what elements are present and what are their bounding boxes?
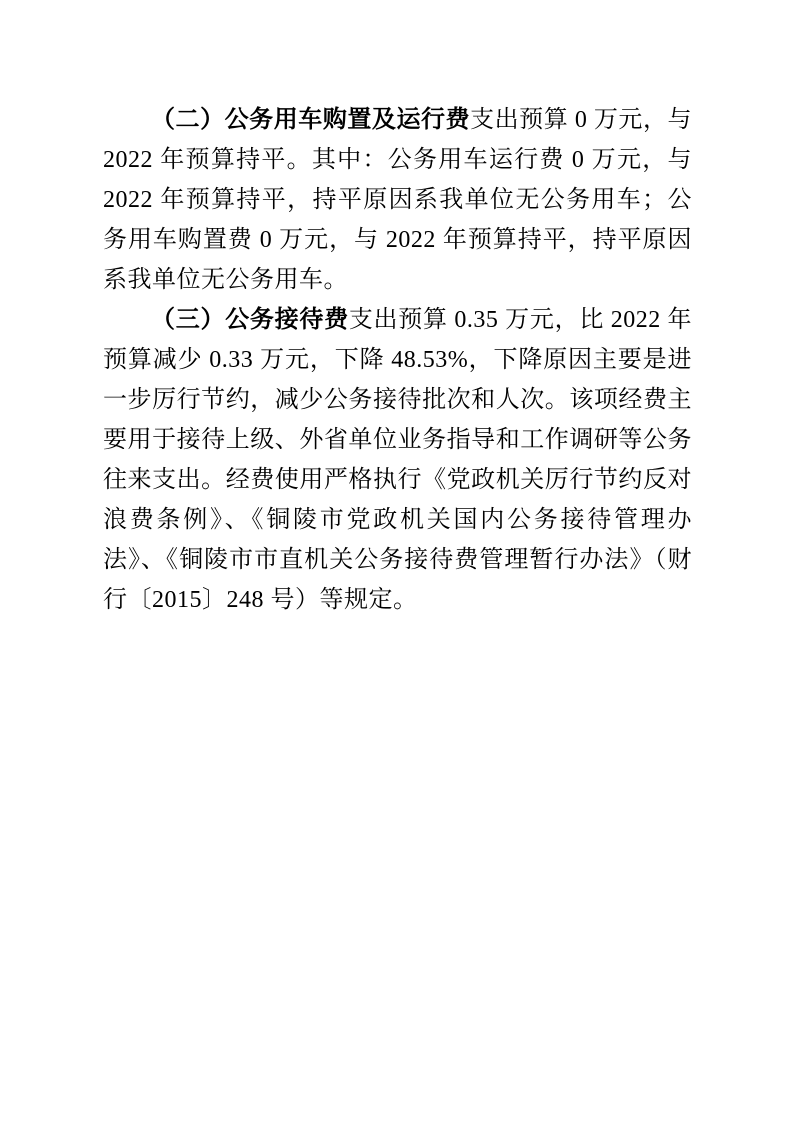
paragraph-official-reception-expenses: [103, 300, 692, 620]
paragraph-text-vehicle: 支出预算 0 万元，与 2022 年预算持平。其中：公务用车运行费 0 万元，与 2022 年预算持平，持平原因系我单位无公务用车；公务用车购置费 0 万元，与 2022 年预算持平，持平原因系我单位无公务用车。: [103, 107, 693, 293]
document-body: [103, 100, 692, 620]
paragraph-official-vehicle-expenses: [103, 100, 692, 300]
paragraph-lead-reception: （三）公务接待费: [151, 307, 349, 333]
paragraph-lead-vehicle: （二）公务用车购置及运行费: [151, 107, 471, 133]
paragraph-text-reception: 支出预算 0.35 万元，比 2022 年预算减少 0.33 万元，下降 48.53%，下降原因主要是进一步厉行节约，减少公务接待批次和人次。该项经费主要用于接待上级、外省单位业务指导和工作调研等公务往来支出。经费使用严格执行《党政机关厉行节约反对浪费条例》、《铜陵市党政机关国内公务接待管理办法》、《铜陵市市直机关公务接待费管理暂行办法》（财行〔2015〕248 号）等规定。: [103, 307, 693, 613]
